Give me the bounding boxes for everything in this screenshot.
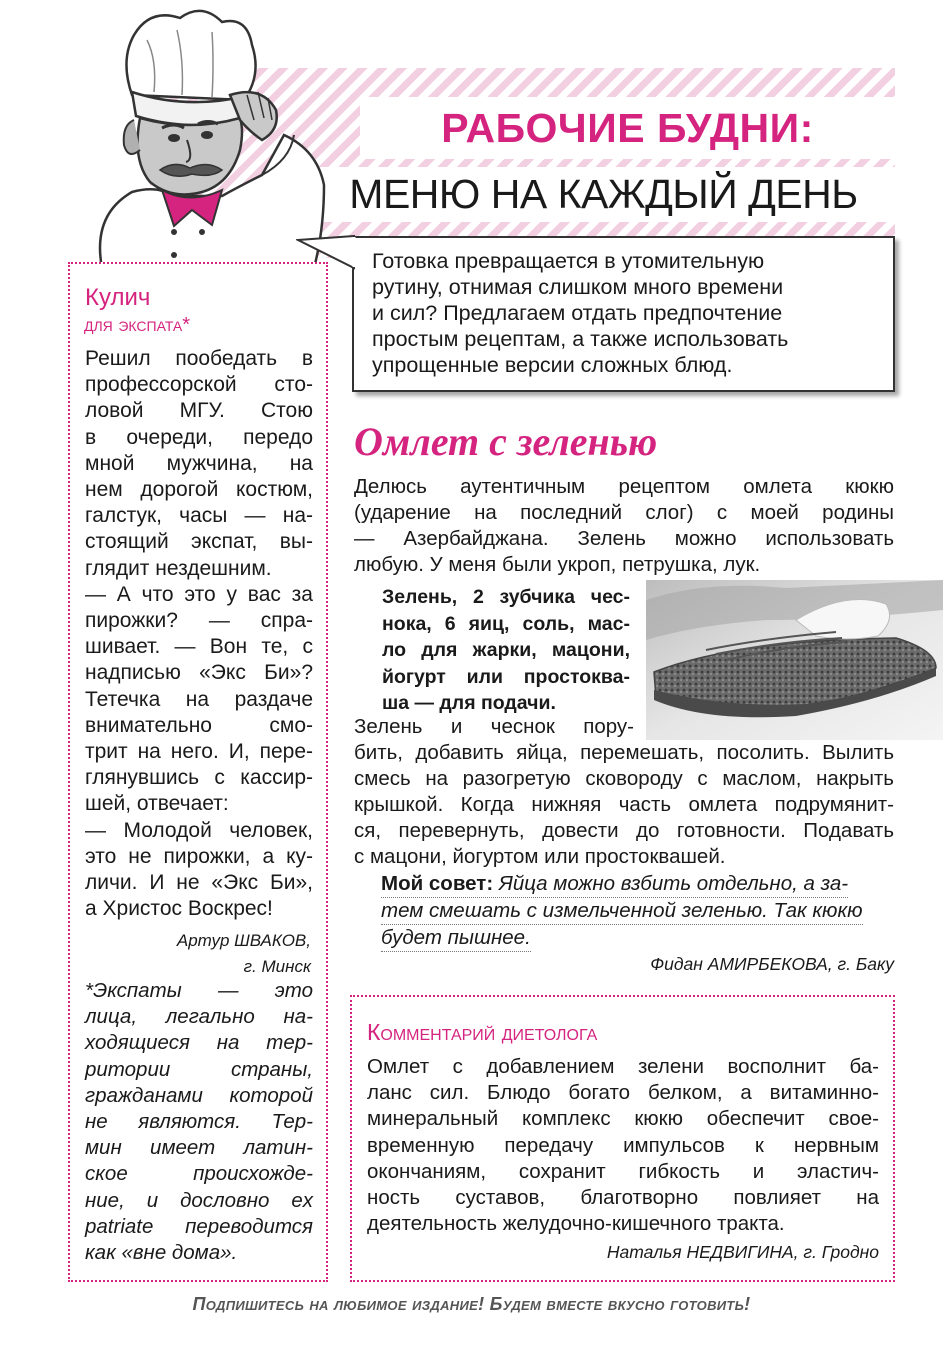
recipe-intro bbox=[354, 474, 894, 578]
footnote-line: гражданами которой bbox=[85, 1083, 313, 1107]
story-line: стоящий экспат, вы- bbox=[85, 530, 313, 554]
ingredient-line: Зелень, 2 зубчика чес- bbox=[382, 586, 630, 608]
story-line: профессорской сто- bbox=[85, 373, 313, 397]
page-subtitle: МЕНЮ НА КАЖДЫЙ ДЕНЬ bbox=[349, 171, 858, 217]
footnote-line: patriate переводится bbox=[85, 1214, 313, 1238]
story-line: галстук, часы — на- bbox=[85, 504, 313, 528]
dietitian-signature: Наталья НЕДВИГИНА, г. Гродно bbox=[606, 1242, 879, 1262]
story-line: мной мужчина, на bbox=[85, 451, 313, 475]
tip-text: Яйца можно взбить отдельно, а за- bbox=[493, 872, 849, 895]
recipe-intro-line: (ударение на последний слог) с моей родины bbox=[354, 501, 894, 524]
dietitian-line: минеральный комплекс кюкю обеспечит свое- bbox=[367, 1107, 879, 1131]
story-text bbox=[85, 346, 313, 922]
tip-line bbox=[381, 925, 531, 952]
dietitian-line: ланс сил. Блюдо богато белком, а витаминно- bbox=[367, 1081, 879, 1105]
tip-line bbox=[381, 898, 863, 925]
tip-text: тем смешать с измельченной зеленью. Так кюкю bbox=[381, 899, 863, 922]
story-line: — Молодой человек, bbox=[85, 818, 313, 842]
intro-line: простым рецептам, а также использовать bbox=[372, 327, 789, 351]
intro-text bbox=[372, 248, 880, 378]
story-line: шивает. — Вон те, с bbox=[85, 635, 313, 659]
dietitian-line: временную передачу импульсов к нервным bbox=[367, 1133, 879, 1157]
step-line: ся, перевернуть, довести до готовности. Подавать bbox=[354, 819, 894, 842]
story-author: Артур ШВАКОВ, bbox=[176, 931, 311, 950]
intro-line: рутину, отнимая слишком много времени bbox=[372, 275, 784, 299]
dietitian-text bbox=[367, 1054, 879, 1237]
story-line: это не пирожки, а ку- bbox=[85, 844, 313, 868]
story-line: Тетечка на раздаче bbox=[85, 687, 313, 711]
story-title: Кулич bbox=[85, 284, 151, 311]
story-line: Решил пообедать в bbox=[85, 347, 313, 370]
story-line: а Христос Воскрес! bbox=[85, 897, 273, 921]
tip-text: будет пышнее. bbox=[381, 926, 531, 949]
dietitian-line: ность суставов, благотворно повлияет на bbox=[367, 1186, 879, 1210]
footnote-line: ритории страны, bbox=[85, 1057, 313, 1081]
story-line: глянувшись с кассир- bbox=[85, 766, 313, 790]
ingredient-line: ло для жарки, мацони, bbox=[382, 639, 630, 661]
footnote-line: *Экспаты — это bbox=[85, 979, 313, 1002]
recipe-signature: Фидан АМИРБЕКОВА, г. Баку bbox=[650, 954, 894, 974]
footnote-line: ние, и дословно ex bbox=[85, 1188, 313, 1212]
recipe-title: Омлет с зеленью bbox=[354, 419, 658, 464]
footnote-line: лица, легально на- bbox=[85, 1005, 313, 1029]
story-signature bbox=[85, 928, 311, 980]
dietitian-line: Омлет с добавлением зелени восполнит ба- bbox=[367, 1055, 879, 1078]
dietitian-line: деятельность желудочно-кишечного тракта. bbox=[367, 1212, 785, 1236]
intro-line: Готовка превращается в утомительную bbox=[372, 249, 765, 273]
story-subtitle: для экспата* bbox=[84, 314, 191, 336]
story-line: личи. И не «Экс Би», bbox=[85, 871, 313, 895]
story-line: — А что это у вас за bbox=[85, 582, 313, 606]
story-line: в очереди, передо bbox=[85, 425, 313, 449]
bubble-tail bbox=[296, 232, 356, 272]
footnote-line: мин имеет латин- bbox=[85, 1136, 313, 1160]
step-line: с мацони, йогуртом или простоквашей. bbox=[354, 845, 726, 868]
recipe-intro-line: любую. У меня были укроп, петрушка, лук. bbox=[354, 553, 761, 576]
step-line: Зелень и чеснок пору- bbox=[354, 715, 634, 738]
story-line: пирожки? — спра- bbox=[85, 609, 313, 633]
step-line: бить, добавить яйца, перемешать, посолить. Вылить bbox=[354, 741, 894, 764]
ingredient-line: нока, 6 яиц, соль, мас- bbox=[382, 612, 630, 635]
chef-illustration bbox=[62, 0, 332, 268]
story-line: шей, отвечает: bbox=[85, 792, 229, 816]
ingredient-line: ша — для подачи. bbox=[382, 692, 556, 714]
page-title: РАБОЧИЕ БУДНИ: bbox=[441, 105, 814, 151]
ingredient-line: йогурт или простоква- bbox=[382, 665, 630, 688]
intro-line: упрощенные версии сложных блюд. bbox=[372, 353, 733, 377]
tip-line bbox=[381, 871, 848, 898]
story-line: глядит нездешним. bbox=[85, 556, 272, 580]
tip-label: Мой совет: bbox=[381, 872, 494, 895]
story-line: нем дорогой костюм, bbox=[85, 478, 313, 502]
recipe-ingredients bbox=[382, 584, 630, 717]
footnote bbox=[85, 978, 313, 1266]
footnote-line: не являются. Тер- bbox=[85, 1110, 313, 1134]
footer-slogan: Подпишитесь на любимое издание! Будем вместе вкусно готовить! bbox=[192, 1294, 751, 1314]
recipe-tip bbox=[381, 871, 895, 952]
step-line: смесь на разогретую сковороду с маслом, накрыть bbox=[354, 767, 894, 790]
story-city: г. Минск bbox=[243, 957, 311, 976]
recipe-intro-line: Делюсь аутентичным рецептом омлета кюкю bbox=[354, 475, 894, 498]
dietitian-line: окончаниям, сохранит гибкость и эластич- bbox=[367, 1159, 879, 1183]
story-line: надписью «Экс Би»? bbox=[85, 661, 313, 685]
footnote-line: ходящиеся на тер- bbox=[85, 1031, 313, 1055]
footnote-line: как «вне дома». bbox=[85, 1241, 238, 1265]
story-line: внимательно смо- bbox=[85, 713, 313, 737]
story-line: трит на него. И, пере- bbox=[85, 740, 313, 764]
recipe-steps bbox=[354, 714, 894, 870]
story-line: ловой МГУ. Стою bbox=[85, 399, 313, 423]
step-line: крышкой. Когда нижняя часть омлета подрумянит- bbox=[354, 793, 894, 816]
recipe-intro-line: — Азербайджана. Зелень можно использовать bbox=[354, 527, 894, 550]
intro-line: и сил? Предлагаем отдать предпочтение bbox=[372, 301, 783, 325]
dietitian-title: Комментарий диетолога bbox=[367, 1019, 598, 1045]
footnote-line: ское происхожде- bbox=[85, 1162, 313, 1186]
